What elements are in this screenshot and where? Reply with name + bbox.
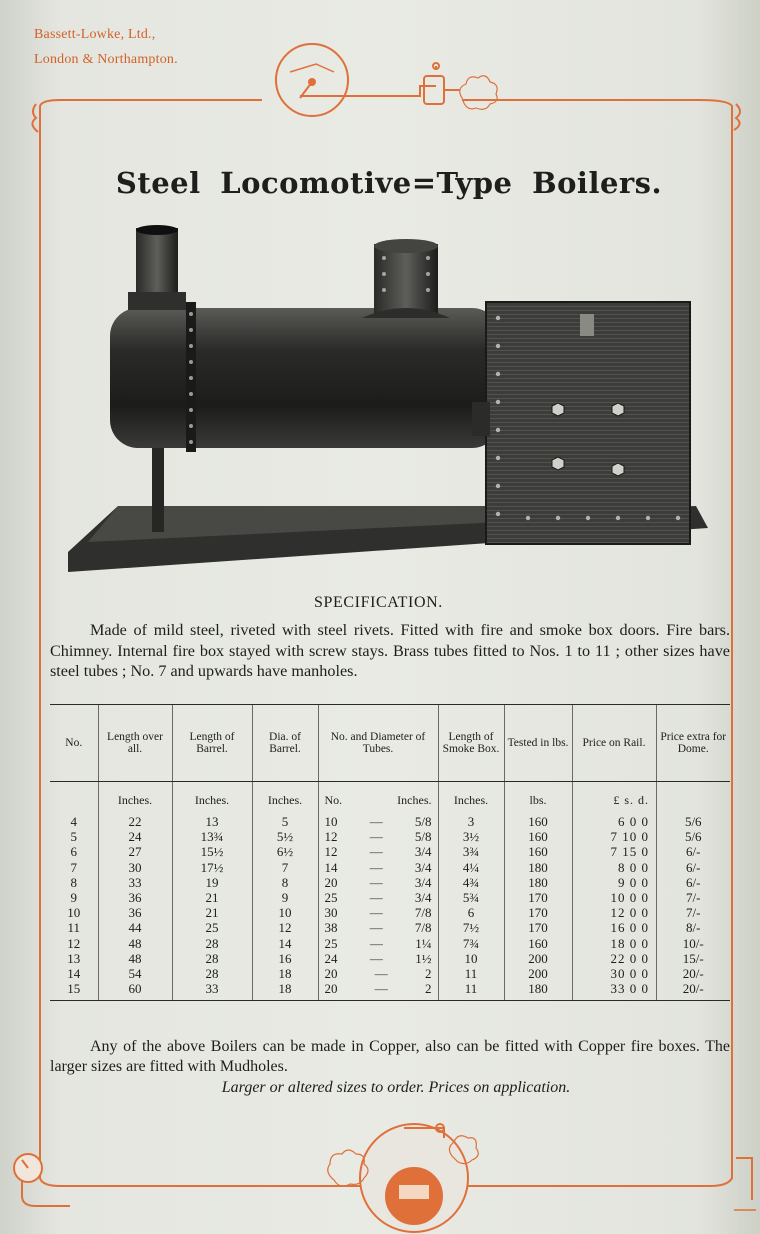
- cell-no: 4: [70, 814, 77, 829]
- cell-price: [572, 844, 656, 859]
- cell-no: 5: [70, 829, 77, 845]
- cell-length: 48: [98, 936, 172, 951]
- cell-price-value: 30 0 0: [610, 966, 649, 982]
- cell-price-value: 22 0 0: [610, 950, 649, 966]
- firm-name: Bassett-Lowke, Ltd.,: [34, 27, 156, 42]
- cell-length: 36: [98, 905, 172, 920]
- cell-length: 36: [98, 890, 172, 905]
- col-header-dome: Price extra for Dome.: [656, 705, 730, 782]
- cell-no: 10: [67, 905, 81, 921]
- cell-dia: 6½: [252, 844, 318, 859]
- cell-tubes-no: 25: [324, 935, 338, 951]
- cell-smoke: 4¾: [438, 875, 504, 890]
- table-row: [50, 920, 730, 935]
- col-header-no: No.: [50, 705, 98, 782]
- cell-tested: 160: [504, 844, 572, 859]
- cell-barrel: 28: [172, 966, 252, 981]
- cell-tubes-dia: 7/8: [414, 920, 432, 936]
- cell-tubes-dia: 2: [425, 981, 432, 997]
- side-gauge-icon: [14, 1154, 42, 1182]
- cell-price: [572, 814, 656, 829]
- cell-tubes-dia: 1½: [415, 950, 432, 966]
- cell-tested: 170: [504, 890, 572, 905]
- cell-tested: 170: [504, 920, 572, 935]
- dash-separator: —: [369, 890, 383, 906]
- cell-length: 33: [98, 875, 172, 890]
- cell-tubes: [318, 844, 438, 859]
- cell-barrel: 17½: [172, 860, 252, 875]
- cell-dome: 5/6: [656, 814, 730, 829]
- cell-dia: 18: [252, 966, 318, 981]
- cell-smoke: 3: [438, 814, 504, 829]
- table-row: [50, 890, 730, 905]
- cell-length: 22: [98, 814, 172, 829]
- cell-tubes: [318, 860, 438, 875]
- dash-separator: —: [369, 935, 383, 951]
- cell-price-value: 6 0 0: [618, 814, 649, 829]
- cell-tubes: [318, 905, 438, 920]
- cell-tested: 160: [504, 829, 572, 844]
- specification-text: Made of mild steel, riveted with steel rivets. Fitted with fire and smoke box doors. Fire bars. Chimney. Internal fire box stayed with screw stays. Brass tubes fitted to Nos. 1 to 11 ; other sizes have steel tubes ; No. 7 and upwards have manholes.: [50, 621, 730, 680]
- cell-tubes-dia: 3/4: [414, 844, 432, 860]
- cell-length: 44: [98, 920, 172, 935]
- col-header-smoke-box: Length of Smoke Box.: [438, 705, 504, 782]
- cell-dome: 8/-: [656, 920, 730, 935]
- cell-dia: 14: [252, 936, 318, 951]
- cell-tubes: [318, 951, 438, 966]
- cell-barrel: 25: [172, 920, 252, 935]
- cell-tubes-no: 25: [324, 890, 338, 906]
- cell-tested: 200: [504, 966, 572, 981]
- cell-no: 12: [67, 935, 81, 951]
- cell-tubes-no: 38: [324, 920, 338, 936]
- cell-tubes-no: 12: [324, 829, 338, 845]
- cell-price-value: 33 0 0: [610, 981, 649, 997]
- cell-tubes: [318, 890, 438, 905]
- cell-smoke: 4¼: [438, 860, 504, 875]
- cell-tested: 180: [504, 981, 572, 1001]
- cell-length: 24: [98, 829, 172, 844]
- cell-no: 14: [67, 966, 81, 982]
- cell-dia: 10: [252, 905, 318, 920]
- cell-price: [572, 920, 656, 935]
- cell-dome: 20/-: [656, 981, 730, 1001]
- locomotive-boiler-illustration: [68, 222, 708, 582]
- cell-dia: 16: [252, 951, 318, 966]
- dash-separator: —: [369, 829, 383, 845]
- table-header-row: [50, 705, 730, 782]
- cell-barrel: 13: [172, 814, 252, 829]
- cell-tubes-no: 12: [324, 844, 338, 860]
- cell-dia: 5½: [252, 829, 318, 844]
- cell-barrel: 21: [172, 890, 252, 905]
- col-header-tested: Tested in lbs.: [504, 705, 572, 782]
- cell-dome: 5/6: [656, 829, 730, 844]
- unit-tested: lbs.: [504, 782, 572, 815]
- unit-tubes-no: No.: [324, 793, 343, 808]
- boiler-specifications-table: [50, 704, 730, 1001]
- cell-barrel: 28: [172, 936, 252, 951]
- cell-barrel: 33: [172, 981, 252, 1001]
- cell-dome: 6/-: [656, 875, 730, 890]
- table-row: [50, 966, 730, 981]
- cell-smoke: 7½: [438, 920, 504, 935]
- cell-tubes-dia: 3/4: [414, 859, 432, 875]
- cell-length: 60: [98, 981, 172, 1001]
- cell-dome: 7/-: [656, 905, 730, 920]
- cell-length: 27: [98, 844, 172, 859]
- cell-tubes-dia: 2: [425, 966, 432, 982]
- cell-tubes-no: 30: [324, 905, 338, 921]
- cell-no: 8: [70, 874, 77, 890]
- cell-tubes: [318, 936, 438, 951]
- cell-price-value: 12 0 0: [610, 905, 649, 921]
- cell-no: 15: [50, 981, 98, 1001]
- cell-tubes-dia: 3/4: [414, 890, 432, 906]
- col-header-length: Length over all.: [98, 705, 172, 782]
- cell-price-value: 9 0 0: [618, 874, 649, 890]
- table-row: [50, 829, 730, 844]
- cell-tubes-dia: 5/8: [414, 829, 432, 845]
- cell-dome: 10/-: [656, 936, 730, 951]
- col-header-barrel-length: Length of Barrel.: [172, 705, 252, 782]
- cell-dome: 20/-: [656, 966, 730, 981]
- cell-length: 30: [98, 860, 172, 875]
- unit-barrel: Inches.: [172, 782, 252, 815]
- sizes-note: Larger or altered sizes to order. Prices on application.: [221, 1079, 571, 1096]
- cell-smoke: 5¾: [438, 890, 504, 905]
- cell-tubes-no: 20: [324, 874, 338, 890]
- cell-dome: 6/-: [656, 844, 730, 859]
- cell-tubes-no: 10: [324, 814, 338, 829]
- cell-length: 48: [98, 951, 172, 966]
- cell-no: 11: [67, 920, 81, 936]
- cell-dia: 12: [252, 920, 318, 935]
- cell-dia: 5: [252, 814, 318, 829]
- cell-tubes: [318, 981, 438, 1001]
- dash-separator: —: [374, 966, 388, 982]
- cell-price-value: 7 10 0: [610, 829, 649, 845]
- cell-tested: 160: [504, 814, 572, 829]
- table-row: [50, 981, 730, 1001]
- table-row: [50, 860, 730, 875]
- cell-tubes-dia: 3/4: [414, 874, 432, 890]
- dash-separator: —: [369, 905, 383, 921]
- cell-tubes-no: 20: [324, 981, 338, 997]
- cell-barrel: 28: [172, 951, 252, 966]
- cell-tubes: [318, 875, 438, 890]
- cell-dome: 6/-: [656, 860, 730, 875]
- cell-price: [572, 905, 656, 920]
- dash-separator: —: [369, 844, 383, 860]
- table-row: [50, 936, 730, 951]
- cell-dia: 9: [252, 890, 318, 905]
- table-row: [50, 905, 730, 920]
- dash-separator: —: [369, 950, 383, 966]
- cell-price: [572, 860, 656, 875]
- page-title: Steel Locomotive=Type Boilers.: [115, 166, 663, 200]
- table-row: [50, 814, 730, 829]
- cell-tested: 160: [504, 936, 572, 951]
- unit-tubes-dia: Inches.: [397, 793, 432, 808]
- cell-no: 7: [70, 859, 77, 875]
- cell-barrel: 13¾: [172, 829, 252, 844]
- pressure-gauge-icon: [276, 44, 460, 116]
- cell-tested: 170: [504, 905, 572, 920]
- boiler-ornament-icon: [360, 1124, 468, 1232]
- cell-price-value: 18 0 0: [610, 935, 649, 951]
- specification-heading: SPECIFICATION.: [314, 594, 443, 611]
- cell-barrel: 19: [172, 875, 252, 890]
- table-row: [50, 875, 730, 890]
- unit-smoke: Inches.: [438, 782, 504, 815]
- cell-price-value: 16 0 0: [610, 920, 649, 936]
- cell-tubes-no: 24: [324, 950, 338, 966]
- unit-price: £ s. d.: [613, 793, 649, 808]
- cell-dia: 7: [252, 860, 318, 875]
- unit-length: Inches.: [98, 782, 172, 815]
- unit-dia: Inches.: [252, 782, 318, 815]
- cell-tubes-no: 20: [324, 966, 338, 982]
- cell-smoke: 3½: [438, 829, 504, 844]
- cell-price: [572, 890, 656, 905]
- cell-smoke: 11: [438, 981, 504, 1001]
- cell-dia: 8: [252, 875, 318, 890]
- copper-note: Any of the above Boilers can be made in Copper, also can be fitted with Copper fire boxes. The larger sizes are fitted with Mudholes.: [50, 1038, 730, 1075]
- cell-price: [572, 966, 656, 981]
- dash-separator: —: [369, 920, 383, 936]
- cell-smoke: 11: [438, 966, 504, 981]
- col-header-price: Price on Rail.: [572, 705, 656, 782]
- dash-separator: —: [369, 859, 383, 875]
- cell-price: [572, 875, 656, 890]
- cell-barrel: 21: [172, 905, 252, 920]
- units-row: [50, 782, 730, 815]
- cell-smoke: 10: [438, 951, 504, 966]
- cell-smoke: 7¾: [438, 936, 504, 951]
- cell-tubes-dia: 1¼: [415, 935, 432, 951]
- cell-price: [572, 951, 656, 966]
- table-row: [50, 951, 730, 966]
- cell-tubes: [318, 920, 438, 935]
- cell-tubes-dia: 5/8: [414, 814, 432, 829]
- cell-smoke: 6: [438, 905, 504, 920]
- dash-separator: —: [374, 981, 388, 997]
- cell-price-value: 7 15 0: [610, 844, 649, 860]
- cell-tested: 200: [504, 951, 572, 966]
- cell-no: 6: [70, 844, 77, 860]
- cell-no: 9: [70, 890, 77, 906]
- cell-length: 54: [98, 966, 172, 981]
- cell-price-value: 10 0 0: [610, 890, 649, 906]
- cell-no: 13: [67, 950, 81, 966]
- steam-cloud-icon: [460, 76, 497, 110]
- col-header-tubes: No. and Diameter of Tubes.: [318, 705, 438, 782]
- cell-tubes: [318, 814, 438, 829]
- dash-separator: —: [369, 874, 383, 890]
- firm-location: London & Northampton.: [34, 52, 178, 67]
- col-header-dia-barrel: Dia. of Barrel.: [252, 705, 318, 782]
- cell-price: [572, 829, 656, 844]
- cell-price-value: 8 0 0: [618, 859, 649, 875]
- cell-dome: 15/-: [656, 951, 730, 966]
- table-row: [50, 844, 730, 859]
- cell-dia: 18: [252, 981, 318, 1001]
- cell-dome: 7/-: [656, 890, 730, 905]
- cell-tubes: [318, 829, 438, 844]
- cell-tubes-no: 14: [324, 859, 338, 875]
- dash-separator: —: [369, 814, 383, 829]
- cell-tubes: [318, 966, 438, 981]
- cell-tested: 180: [504, 875, 572, 890]
- cell-price: [572, 936, 656, 951]
- cell-smoke: 3¾: [438, 844, 504, 859]
- cell-price: [572, 981, 656, 1001]
- cell-tested: 180: [504, 860, 572, 875]
- cell-barrel: 15½: [172, 844, 252, 859]
- cell-tubes-dia: 7/8: [414, 905, 432, 921]
